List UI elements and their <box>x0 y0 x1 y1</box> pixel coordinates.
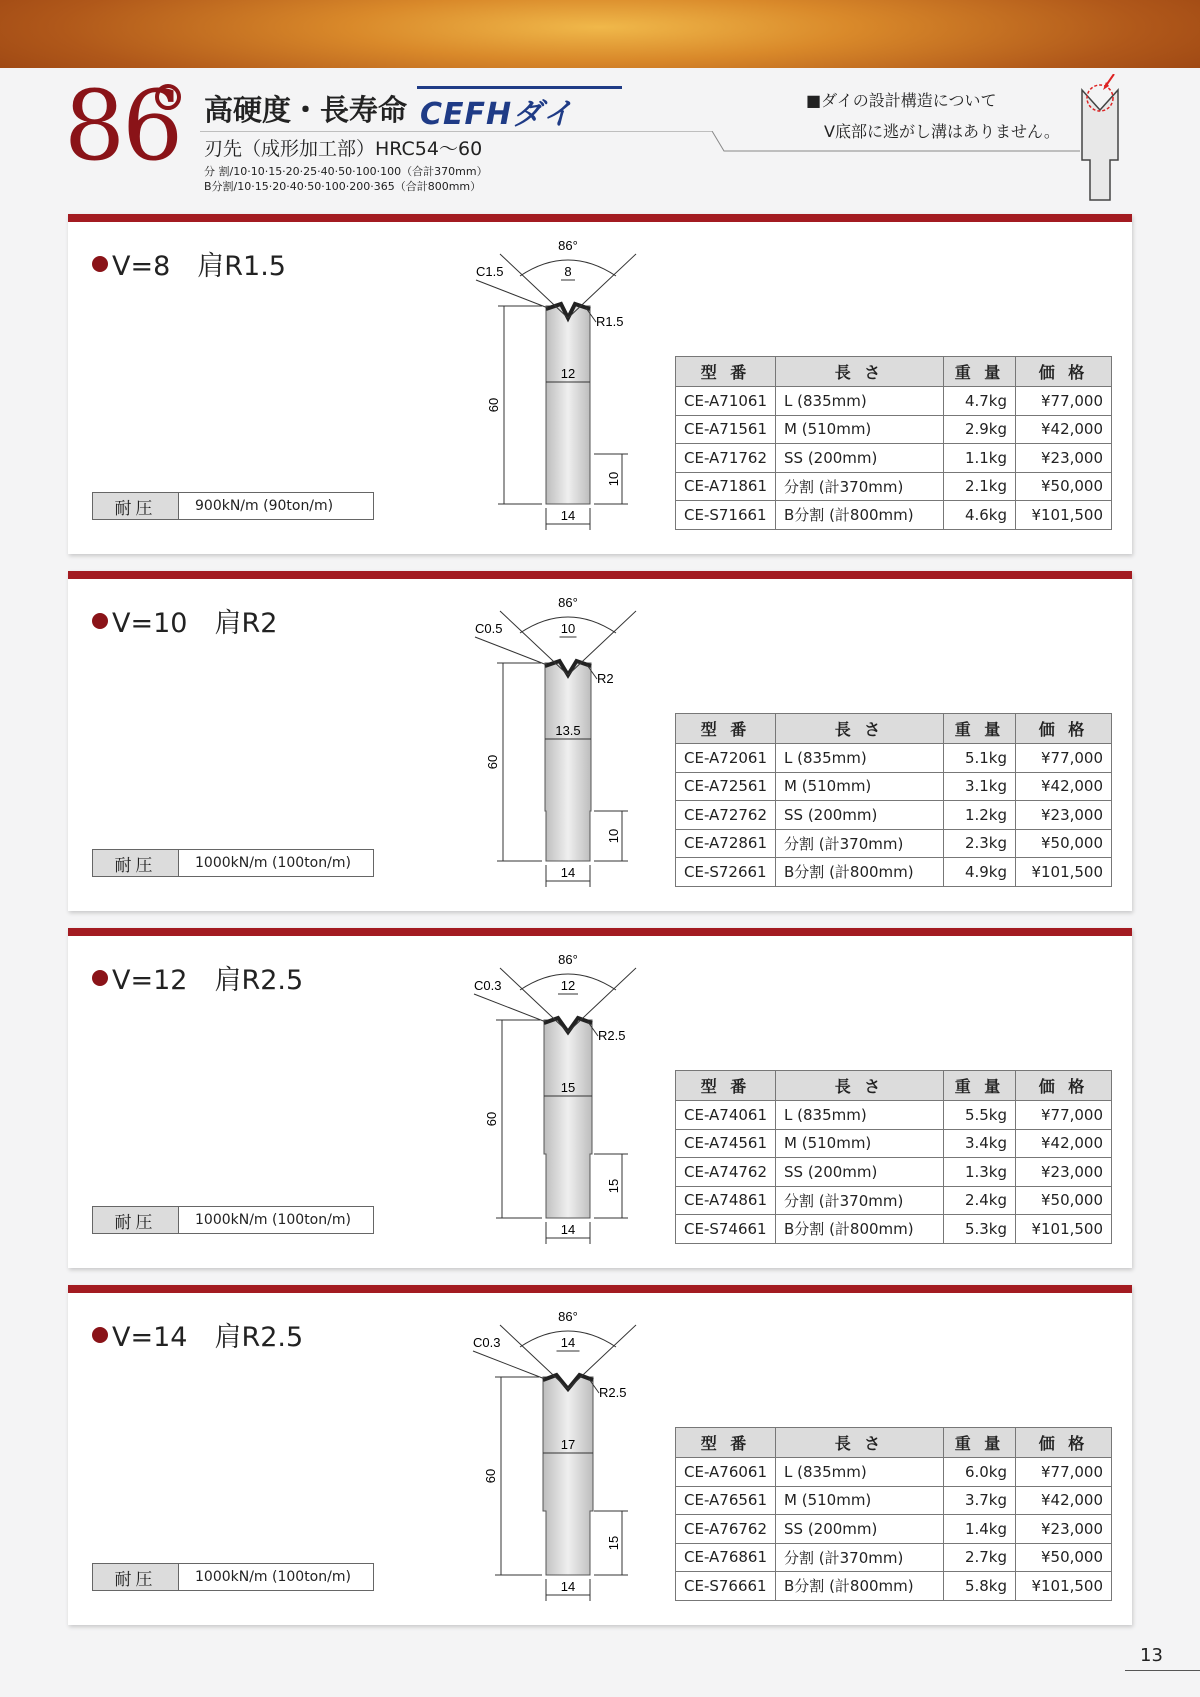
angle-label: 86° <box>558 1309 578 1324</box>
weight-cell: 1.1kg <box>944 444 1016 473</box>
col-weight: 重 量 <box>944 1071 1016 1101</box>
spec-table <box>675 1427 1112 1601</box>
v-width-label: 14 <box>560 1335 576 1350</box>
pressure-rating <box>92 492 374 520</box>
die-profile-icon <box>1078 74 1122 204</box>
section-title-text: V=8 肩R1.5 <box>112 251 286 282</box>
body-width-label: 12 <box>560 366 576 381</box>
weight-cell: 5.3kg <box>944 1215 1016 1244</box>
top-banner <box>0 0 1200 68</box>
model-cell: CE-S76661 <box>676 1572 776 1601</box>
length-cell: M (510mm) <box>776 772 944 801</box>
col-model: 型 番 <box>676 1428 776 1458</box>
chamfer-label: C0.5 <box>475 621 503 636</box>
price-cell: ¥42,000 <box>1016 415 1112 444</box>
model-cell: CE-S74661 <box>676 1215 776 1244</box>
table-row <box>676 444 1112 473</box>
model-cell: CE-A76061 <box>676 1458 776 1487</box>
die-diagram <box>438 928 698 1268</box>
height-label: 60 <box>485 754 500 770</box>
tang-height-label: 10 <box>606 828 621 844</box>
die-section <box>68 928 1132 1268</box>
bullet-icon <box>92 256 108 272</box>
weight-cell: 2.9kg <box>944 415 1016 444</box>
length-cell: 分割 (計370mm) <box>776 829 944 858</box>
bullet-icon <box>92 613 108 629</box>
price-cell: ¥23,000 <box>1016 801 1112 830</box>
chamfer-label: C0.3 <box>474 978 502 993</box>
pressure-rating <box>92 1563 374 1591</box>
price-cell: ¥23,000 <box>1016 1515 1112 1544</box>
die-section <box>68 571 1132 911</box>
price-cell: ¥23,000 <box>1016 444 1112 473</box>
radius-label: R2 <box>597 671 614 686</box>
tang-width-label: 14 <box>560 1222 576 1237</box>
model-cell: CE-A72061 <box>676 744 776 773</box>
v-width-label: 8 <box>564 264 572 279</box>
chamfer-label: C0.3 <box>473 1335 501 1350</box>
length-cell: L (835mm) <box>776 744 944 773</box>
die-diagram <box>438 571 698 911</box>
price-cell: ¥50,000 <box>1016 829 1112 858</box>
section-title-text: V=14 肩R2.5 <box>112 1322 304 1353</box>
price-cell: ¥77,000 <box>1016 1458 1112 1487</box>
model-cell: CE-A74762 <box>676 1158 776 1187</box>
table-row <box>676 1158 1112 1187</box>
section-title <box>92 244 286 283</box>
length-cell: B分割 (計800mm) <box>776 501 944 530</box>
price-cell: ¥50,000 <box>1016 472 1112 501</box>
price-cell: ¥101,500 <box>1016 1572 1112 1601</box>
weight-cell: 2.7kg <box>944 1543 1016 1572</box>
length-cell: 分割 (計370mm) <box>776 1186 944 1215</box>
length-cell: SS (200mm) <box>776 1158 944 1187</box>
table-row <box>676 1486 1112 1515</box>
table-row <box>676 1543 1112 1572</box>
table-row <box>676 1101 1112 1130</box>
angle-label: 86° <box>558 952 578 967</box>
spec-table <box>675 356 1112 530</box>
brand-logo: CEFHダイ <box>420 97 574 132</box>
table-row <box>676 1186 1112 1215</box>
length-cell: M (510mm) <box>776 1129 944 1158</box>
die-section <box>68 1285 1132 1625</box>
col-length: 長 さ <box>776 357 944 387</box>
die-diagram <box>438 1285 698 1625</box>
table-row <box>676 858 1112 887</box>
die-body <box>546 306 590 504</box>
price-cell: ¥42,000 <box>1016 772 1112 801</box>
pressure-value: 1000kN/m (100ton/m) <box>195 1569 351 1585</box>
table-row <box>676 1458 1112 1487</box>
col-length: 長 さ <box>776 1428 944 1458</box>
model-cell: CE-A71861 <box>676 472 776 501</box>
section-title <box>92 958 303 997</box>
weight-cell: 6.0kg <box>944 1458 1016 1487</box>
col-weight: 重 量 <box>944 357 1016 387</box>
spec-table <box>675 1070 1112 1244</box>
price-cell: ¥50,000 <box>1016 1186 1112 1215</box>
v-width-label: 10 <box>560 621 576 636</box>
model-cell: CE-A76762 <box>676 1515 776 1544</box>
tang-width-label: 14 <box>560 1579 576 1594</box>
table-row <box>676 744 1112 773</box>
tang-width-label: 14 <box>560 865 576 880</box>
length-cell: SS (200mm) <box>776 801 944 830</box>
weight-cell: 1.4kg <box>944 1515 1016 1544</box>
pressure-value: 1000kN/m (100ton/m) <box>195 855 351 871</box>
die-body <box>543 1377 593 1575</box>
bullet-icon <box>92 970 108 986</box>
length-cell: 分割 (計370mm) <box>776 472 944 501</box>
col-model: 型 番 <box>676 357 776 387</box>
col-model: 型 番 <box>676 1071 776 1101</box>
section-title-text: V=12 肩R2.5 <box>112 965 304 996</box>
model-cell: CE-A71561 <box>676 415 776 444</box>
pressure-value: 1000kN/m (100ton/m) <box>195 1212 351 1228</box>
pressure-rating <box>92 849 374 877</box>
weight-cell: 4.6kg <box>944 501 1016 530</box>
length-cell: B分割 (計800mm) <box>776 1215 944 1244</box>
pressure-value: 900kN/m (90ton/m) <box>195 498 334 514</box>
design-note-title: ■ダイの設計構造について <box>806 91 997 110</box>
table-row <box>676 472 1112 501</box>
weight-cell: 3.7kg <box>944 1486 1016 1515</box>
weight-cell: 2.4kg <box>944 1186 1016 1215</box>
model-cell: CE-S71661 <box>676 501 776 530</box>
page-number-rule <box>1125 1670 1200 1671</box>
section-title-text: V=10 肩R2 <box>112 608 278 639</box>
length-cell: L (835mm) <box>776 1458 944 1487</box>
table-row <box>676 501 1112 530</box>
model-cell: CE-A76861 <box>676 1543 776 1572</box>
price-cell: ¥77,000 <box>1016 744 1112 773</box>
section-title <box>92 1315 303 1354</box>
weight-cell: 4.7kg <box>944 387 1016 416</box>
weight-cell: 3.4kg <box>944 1129 1016 1158</box>
angle-heading: 86 <box>64 70 181 182</box>
table-row <box>676 1215 1112 1244</box>
chamfer-label: C1.5 <box>476 264 504 279</box>
col-length: 長 さ <box>776 714 944 744</box>
weight-cell: 2.3kg <box>944 829 1016 858</box>
col-price: 価 格 <box>1016 357 1112 387</box>
model-cell: CE-A74561 <box>676 1129 776 1158</box>
model-cell: CE-A72762 <box>676 801 776 830</box>
model-cell: CE-A71762 <box>676 444 776 473</box>
price-cell: ¥42,000 <box>1016 1486 1112 1515</box>
tang-height-label: 15 <box>606 1178 621 1194</box>
col-price: 価 格 <box>1016 1071 1112 1101</box>
table-row <box>676 1129 1112 1158</box>
col-length: 長 さ <box>776 1071 944 1101</box>
price-cell: ¥101,500 <box>1016 858 1112 887</box>
pressure-label: 耐圧 <box>93 1207 179 1233</box>
col-model: 型 番 <box>676 714 776 744</box>
price-cell: ¥77,000 <box>1016 1101 1112 1130</box>
length-cell: SS (200mm) <box>776 444 944 473</box>
height-label: 60 <box>486 397 501 413</box>
weight-cell: 5.5kg <box>944 1101 1016 1130</box>
radius-label: R2.5 <box>598 1028 626 1043</box>
section-title <box>92 601 277 640</box>
die-body <box>545 663 591 861</box>
tang-width-label: 14 <box>560 508 576 523</box>
weight-cell: 1.2kg <box>944 801 1016 830</box>
model-cell: CE-A72861 <box>676 829 776 858</box>
angle-label: 86° <box>558 238 578 253</box>
model-cell: CE-S72661 <box>676 858 776 887</box>
die-body <box>544 1020 592 1218</box>
length-cell: 分割 (計370mm) <box>776 1543 944 1572</box>
model-cell: CE-A74061 <box>676 1101 776 1130</box>
weight-cell: 3.1kg <box>944 772 1016 801</box>
length-cell: SS (200mm) <box>776 1515 944 1544</box>
die-diagram <box>438 214 698 554</box>
length-cell: B分割 (計800mm) <box>776 1572 944 1601</box>
table-row <box>676 1515 1112 1544</box>
model-cell: CE-A74861 <box>676 1186 776 1215</box>
length-cell: B分割 (計800mm) <box>776 858 944 887</box>
page-number: 13 <box>1140 1645 1163 1666</box>
weight-cell: 1.3kg <box>944 1158 1016 1187</box>
price-cell: ¥42,000 <box>1016 1129 1112 1158</box>
price-cell: ¥77,000 <box>1016 387 1112 416</box>
pressure-label: 耐圧 <box>93 850 179 876</box>
height-label: 60 <box>484 1111 499 1127</box>
table-row <box>676 829 1112 858</box>
price-cell: ¥50,000 <box>1016 1543 1112 1572</box>
col-price: 価 格 <box>1016 714 1112 744</box>
weight-cell: 4.9kg <box>944 858 1016 887</box>
degree-symbol <box>155 84 181 110</box>
price-cell: ¥101,500 <box>1016 1215 1112 1244</box>
height-label: 60 <box>483 1468 498 1484</box>
split-spec-2: B分割/10·15·20·40·50·100·200·365（合計800mm） <box>204 180 482 193</box>
table-row <box>676 772 1112 801</box>
weight-cell: 2.1kg <box>944 472 1016 501</box>
length-cell: M (510mm) <box>776 1486 944 1515</box>
body-width-label: 15 <box>560 1080 576 1095</box>
table-row <box>676 1572 1112 1601</box>
table-row <box>676 387 1112 416</box>
length-cell: M (510mm) <box>776 415 944 444</box>
pressure-label: 耐圧 <box>93 1564 179 1590</box>
die-section <box>68 214 1132 554</box>
bullet-icon <box>92 1327 108 1343</box>
radius-label: R2.5 <box>599 1385 627 1400</box>
col-price: 価 格 <box>1016 1428 1112 1458</box>
model-cell: CE-A71061 <box>676 387 776 416</box>
col-weight: 重 量 <box>944 1428 1016 1458</box>
weight-cell: 5.1kg <box>944 744 1016 773</box>
price-cell: ¥101,500 <box>1016 501 1112 530</box>
tang-height-label: 15 <box>606 1535 621 1551</box>
col-weight: 重 量 <box>944 714 1016 744</box>
table-row <box>676 415 1112 444</box>
design-note-text: V底部に逃がし溝はありません。 <box>824 122 1060 141</box>
subtitle: 刃先（成形加工部）HRC54～60 <box>204 138 483 160</box>
model-cell: CE-A72561 <box>676 772 776 801</box>
v-width-label: 12 <box>560 978 576 993</box>
table-row <box>676 801 1112 830</box>
page-title: 高硬度・長寿命 <box>204 93 408 127</box>
split-spec-1: 分 割/10·10·15·20·25·40·50·100·100（合計370mm） <box>204 165 488 178</box>
tang-height-label: 10 <box>606 471 621 487</box>
body-width-label: 17 <box>560 1437 576 1452</box>
weight-cell: 5.8kg <box>944 1572 1016 1601</box>
price-cell: ¥23,000 <box>1016 1158 1112 1187</box>
spec-table <box>675 713 1112 887</box>
angle-label: 86° <box>558 595 578 610</box>
model-cell: CE-A76561 <box>676 1486 776 1515</box>
length-cell: L (835mm) <box>776 1101 944 1130</box>
radius-label: R1.5 <box>596 314 624 329</box>
length-cell: L (835mm) <box>776 387 944 416</box>
body-width-label: 13.5 <box>555 723 581 738</box>
pressure-rating <box>92 1206 374 1234</box>
pressure-label: 耐圧 <box>93 493 179 519</box>
